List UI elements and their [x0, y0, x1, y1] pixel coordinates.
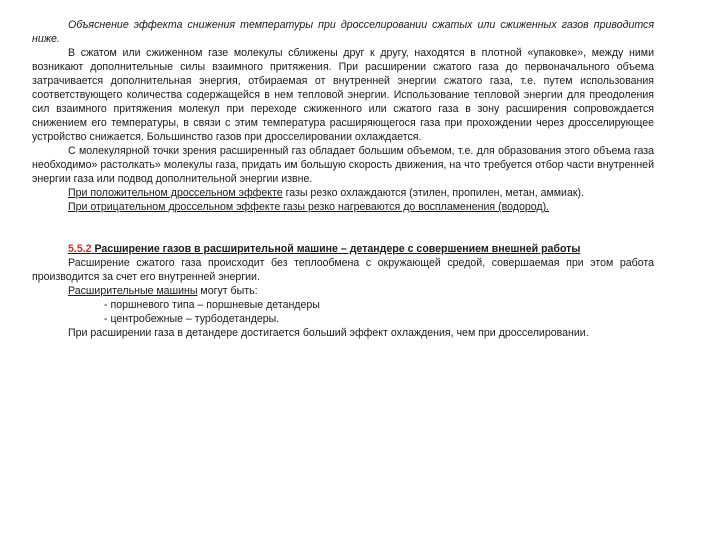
list-item: - поршневого типа – поршневые детандеры — [104, 299, 320, 311]
positive-effect-line — [32, 186, 654, 200]
positive-effect-term: При положительном дроссельном эффекте — [68, 187, 283, 199]
paragraph-conclusion: При расширении газа в детандере достигается больший эффект охлаждения, чем при дросселировании. — [68, 327, 589, 339]
paragraph-molecular-view: С молекулярной точки зрения расширенный газ обладает большим объемом, т.е. для образования этого объема газа необходимо» растолкать» молекулы газа, придать им большую скорость движения, на что требуется отбор части внутренней энергии газа или подвод дополнительной энергии извне. — [32, 145, 654, 185]
section-number: 5.5.2 — [68, 243, 92, 255]
spacer — [32, 214, 654, 242]
paragraph-compressed-gas: В сжатом или сжиженном газе молекулы сближены друг к другу, находятся в плотной «упаковке», между ними возникают дополнительные силы взаимного притяжения. При расширении сжатого газа до первоначального объема затрачивается дополнительная энергия, отбираемая от внутренней энергии сжатого газа, т.е. путем использования соответствующего количества содержащейся в нем тепловой энергии. Использование тепловой энергии для преодоления сил взаимного притяжения молекул при переходе сжиженного или сжатого газа в зону расширения сопровождается снижением его температуры, в связи с этим температура расширяющегося газа при прохождении через дросселирующее устройство снижается. Большинство газов при дросселировании охлаждается. — [32, 47, 654, 143]
positive-effect-rest: газы резко охлаждаются (этилен, пропилен, метан, аммиак). — [282, 187, 584, 199]
machines-intro-line — [32, 284, 654, 298]
section-title: Расширение газов в расширительной машине – детандере с совершением внешней работы — [91, 243, 581, 255]
machines-rest: могут быть: — [197, 285, 258, 297]
negative-effect-line: При отрицательном дроссельном эффекте газы резко нагреваются до воспламенения (водород). — [68, 201, 550, 213]
document-page — [32, 18, 654, 340]
section-heading — [32, 242, 654, 256]
machines-term: Расширительные машины — [68, 285, 198, 297]
list-item: - центробежные – турбодетандеры. — [104, 313, 280, 325]
paragraph-expansion: Расширение сжатого газа происходит без теплообмена с окружающей средой, совершаемая при этом работа производится за счет его внутренней энергии. — [32, 257, 654, 283]
intro-paragraph: Объяснение эффекта снижения температуры при дросселировании сжатых или сжиженных газов приводится ниже. — [32, 19, 654, 45]
